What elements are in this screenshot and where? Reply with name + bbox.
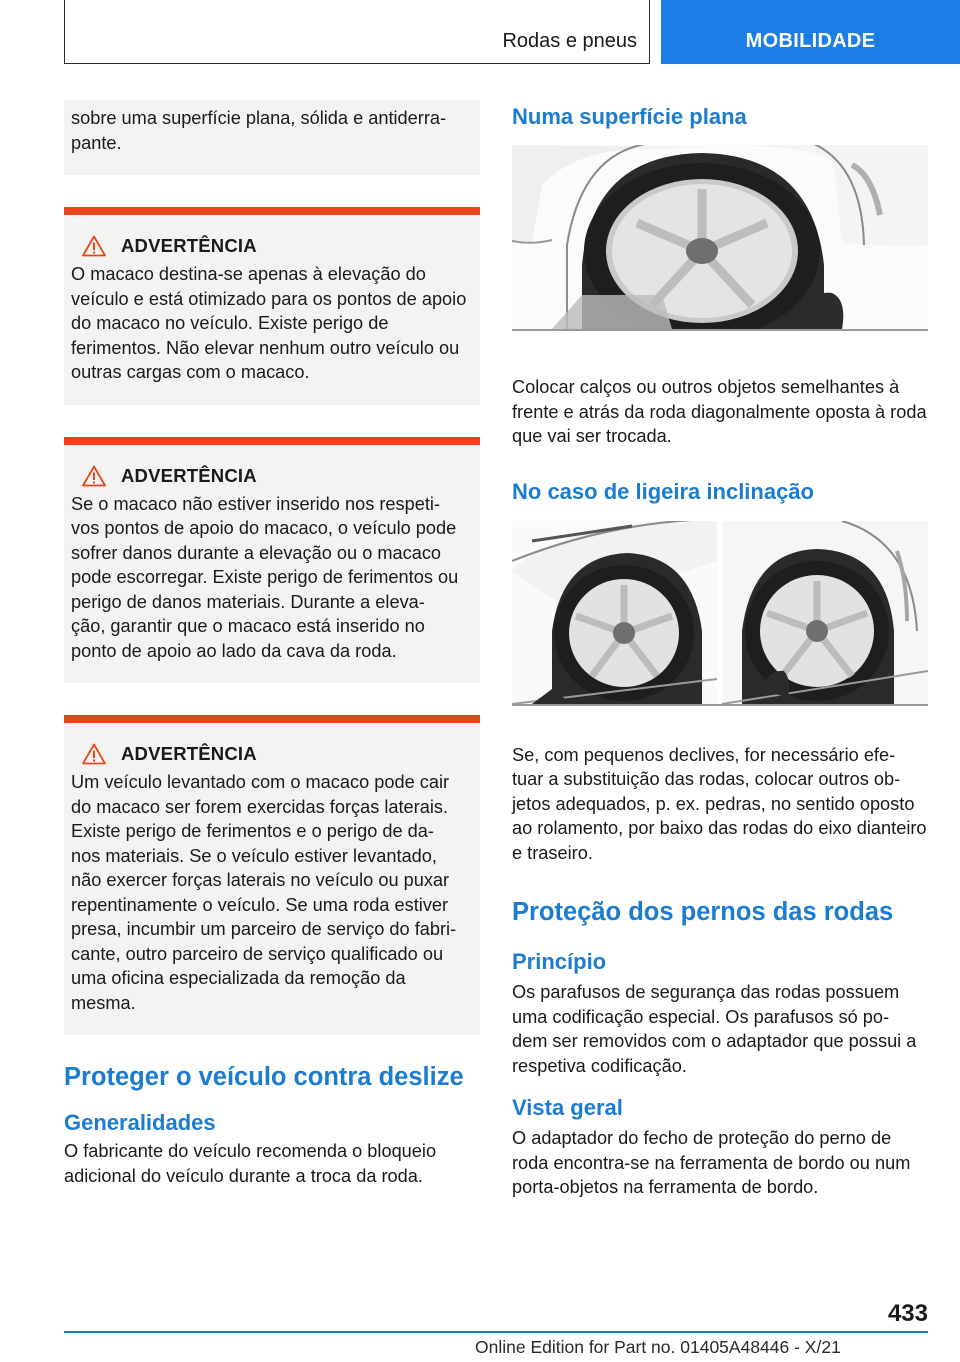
warning-box-3 <box>64 715 480 1035</box>
overview-title: Vista geral <box>512 1095 623 1120</box>
page-number: 433 <box>887 1300 928 1327</box>
warning-box-1 <box>64 207 480 405</box>
section-title: Proteção dos pernos das rodas <box>512 898 894 926</box>
flat-surface-illustration <box>512 145 928 331</box>
slope-illustration <box>512 521 928 706</box>
principle-text: Os parafusos de segurança das rodas possuem uma codificação especial. Os parafusos só po- dem ser removidos com o adaptador que possui a respetiva codificação. <box>512 982 917 1076</box>
page-header <box>0 0 960 64</box>
overview-text: O adaptador do fecho de proteção do perno de roda encontra-se na ferramenta de bordo ou num porta-objetos na ferramenta de bordo. <box>512 1128 911 1197</box>
slope-title: No caso de ligeira inclinação <box>512 478 814 504</box>
footer-edition-text: Online Edition for Part no. 01405A48446 - X/21 <box>475 1337 841 1357</box>
warning-triangle-icon <box>82 743 106 765</box>
warning-text: Se o macaco não estiver inserido nos respeti- vos pontos de apoio do macaco, o veículo pode sofrer danos durante a elevação ou o macaco pode escorregar. Existe perigo de ferimentos ou perigo de danos materiais. Durante a eleva- ção, garantir que o macaco está inserido no ponto de apoio ao lado da cava da roda. <box>71 493 459 661</box>
subsection-text: O fabricante do veículo recomenda o bloqueio adicional do veículo durante a troca da roda. <box>64 1141 437 1186</box>
warning-title: ADVERTÊNCIA <box>121 743 257 764</box>
right-column <box>512 100 928 1200</box>
warning-triangle-icon <box>82 465 106 487</box>
slope-text: Se, com pequenos declives, for necessário efe- tuar a substituição das rodas, colocar outros ob- jetos adequados, p. ex. pedras, no sentido oposto ao rolamento, por baixo das rodas do eixo dianteiro e traseiro. <box>512 744 927 863</box>
section-title: Proteger o veículo contra deslize <box>64 1063 464 1091</box>
warning-text: Um veículo levantado com o macaco pode cair do macaco ser forem exercidas forças laterais. Existe perigo de ferimentos e o perigo de da- nos materiais. Se o veículo estiver levantado, não exercer forças laterais no veículo ou puxar repentinamente o veículo. Se uma roda estiver presa, incumbir um parceiro de serviço do fabri- cante, outro parceiro de serviço qualificado ou uma oficina especializada da remoção da mesma. <box>71 772 457 1013</box>
header-frame <box>64 0 650 64</box>
warning-title: ADVERTÊNCIA <box>121 235 257 256</box>
warning-text: O macaco destina-se apenas à elevação do veículo e está otimizado para os pontos de apoio do macaco no veículo. Existe perigo de ferimentos. Não elevar nenhum outro veículo ou outras cargas com o macaco. <box>71 264 467 382</box>
subsection-title: Generalidades <box>64 1110 216 1135</box>
footer-divider <box>64 1331 928 1333</box>
header-chapter-label: MOBILIDADE <box>745 30 876 52</box>
warning-title: ADVERTÊNCIA <box>121 464 257 486</box>
flat-surface-text: Colocar calços ou outros objetos semelhantes à frente e atrás da roda diagonalmente oposta à roda que vai ser trocada. <box>512 377 927 446</box>
left-column <box>64 100 480 1188</box>
warning-box-2 <box>64 437 480 684</box>
principle-title: Princípio <box>512 949 607 974</box>
warning-triangle-icon <box>82 235 106 257</box>
intro-box <box>64 100 480 175</box>
header-section-title: Rodas e pneus <box>502 30 637 52</box>
header-chapter-tab <box>661 0 960 64</box>
intro-text: sobre uma superfície plana, sólida e antiderra- pante. <box>71 108 447 153</box>
flat-surface-title: Numa superfície plana <box>512 104 747 129</box>
